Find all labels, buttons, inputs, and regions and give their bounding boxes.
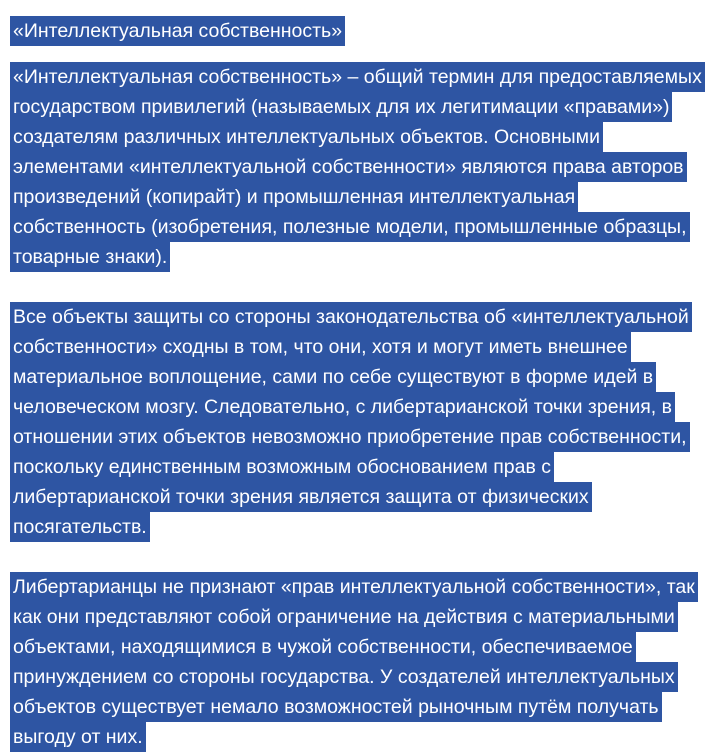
paragraph-line[interactable]: объектов существует немало возможностей рыночным путём получать [10, 692, 662, 722]
paragraph-line[interactable]: Все объекты защиты со стороны законодательства об «интеллектуальной [10, 302, 692, 332]
paragraph-line[interactable]: создателям различных интеллектуальных объектов. Основными [10, 122, 603, 152]
paragraph-2 [10, 302, 726, 542]
paragraph-line[interactable]: «Интеллектуальная собственность» – общий термин для предоставляемых [10, 62, 705, 92]
paragraph-line[interactable]: произведений (копирайт) и промышленная интеллектуальная [10, 182, 578, 212]
paragraph-line[interactable]: объектами, находящимися в чужой собственности, обеспечиваемое [10, 632, 636, 662]
document-heading [10, 16, 726, 46]
paragraph-line[interactable]: элементами «интеллектуальной собственности» являются права авторов [10, 152, 687, 182]
paragraph-line[interactable]: собственности» сходны в том, что они, хотя и могут иметь внешнее [10, 332, 631, 362]
paragraph-line[interactable]: товарные знаки). [10, 242, 170, 272]
paragraph-line[interactable]: выгоду от них. [10, 722, 146, 752]
paragraph-1 [10, 62, 726, 272]
paragraph-line[interactable]: посягательств. [10, 512, 150, 542]
paragraph-line[interactable]: материальное воплощение, сами по себе существуют в форме идей в [10, 362, 656, 392]
paragraph-line[interactable]: Либертарианцы не признают «прав интеллектуальной собственности», так [10, 572, 698, 602]
paragraph-line[interactable]: отношении этих объектов невозможно приобретение прав собственности, [10, 422, 690, 452]
heading-text[interactable]: «Интеллектуальная собственность» [10, 16, 345, 46]
paragraph-line[interactable]: поскольку единственным возможным обоснованием прав с [10, 452, 554, 482]
paragraph-line[interactable]: государством привилегий (называемых для их легитимации «правами») [10, 92, 672, 122]
paragraph-line[interactable]: как они представляют собой ограничение на действия с материальными [10, 602, 678, 632]
paragraph-line[interactable]: принуждением со стороны государства. У создателей интеллектуальных [10, 662, 678, 692]
paragraph-line[interactable]: собственность (изобретения, полезные модели, промышленные образцы, [10, 212, 690, 242]
paragraph-line[interactable]: человеческом мозгу. Следовательно, с либертарианской точки зрения, в [10, 392, 675, 422]
paragraph-line[interactable]: либертарианской точки зрения является защита от физических [10, 482, 592, 512]
paragraph-3 [10, 572, 726, 752]
